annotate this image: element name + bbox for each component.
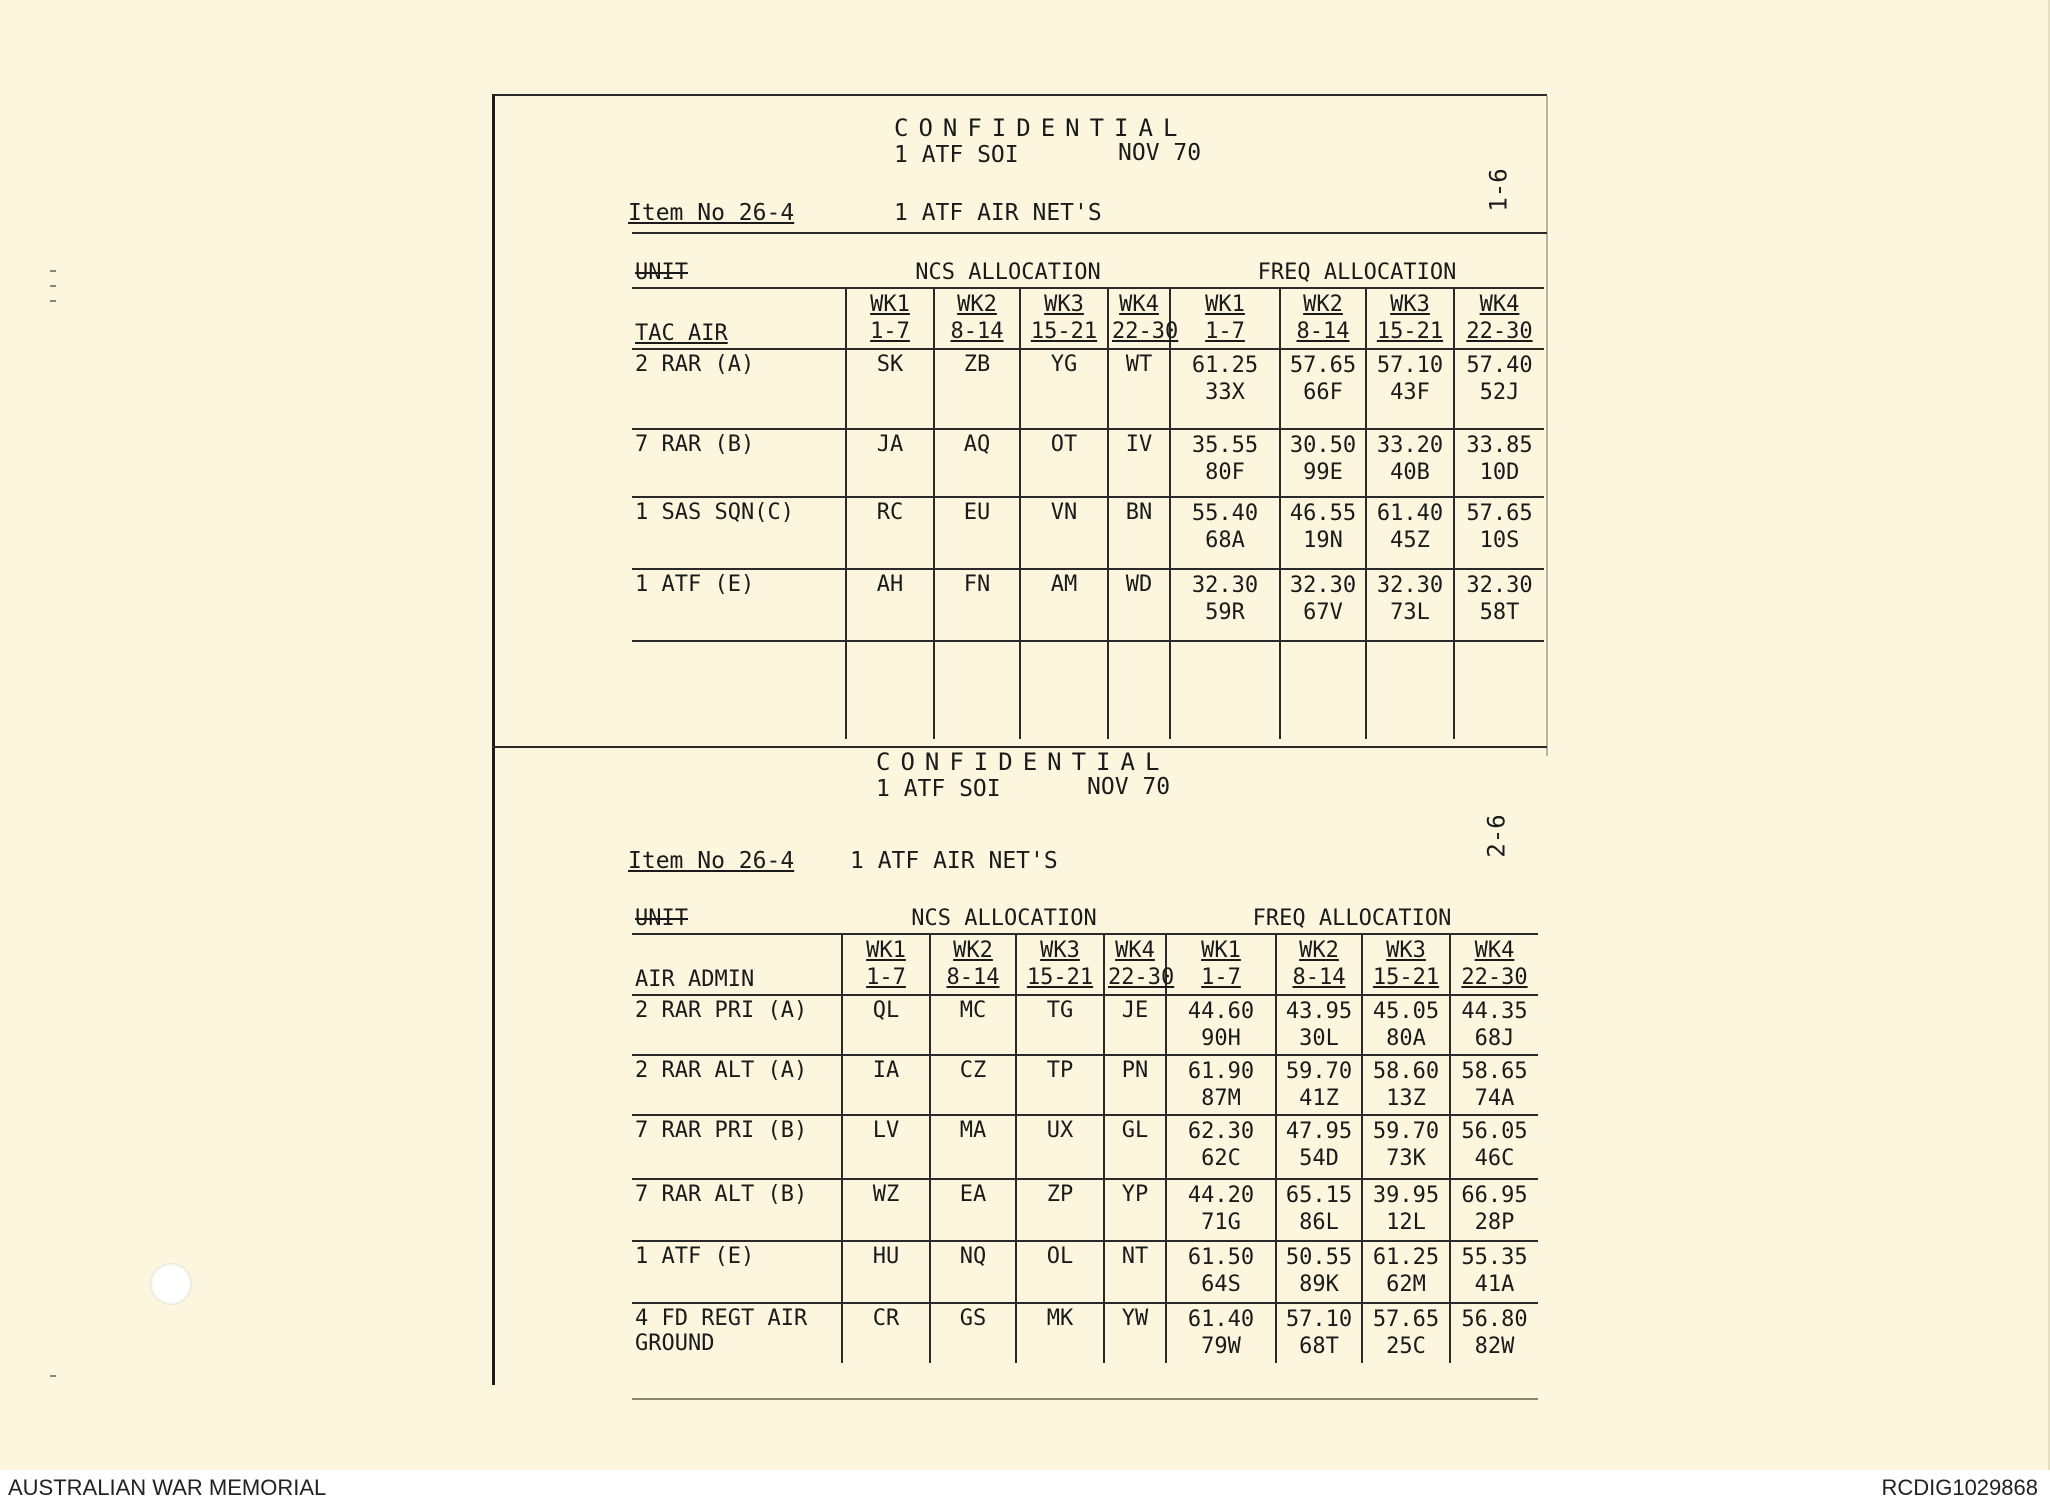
blank-cell (632, 641, 846, 739)
frequency-value: 56.05 (1461, 1119, 1528, 1144)
ncs-callsign-cell: HU (842, 1241, 930, 1303)
frequency-value: 55.35 (1461, 1245, 1528, 1270)
frequency-value: 44.20 (1187, 1183, 1255, 1208)
freq-week-header: WK4 22-30 (1454, 288, 1544, 349)
ncs-callsign-cell: YW (1104, 1303, 1166, 1363)
frequency-cell (1362, 1115, 1450, 1179)
table-row (632, 569, 1544, 641)
freq-week-header: WK3 15-21 (1366, 288, 1454, 349)
frequency-code: 62C (1201, 1146, 1241, 1171)
frequency-code: 54D (1299, 1146, 1339, 1171)
table-row (632, 1303, 1538, 1363)
frequency-cell (1166, 1179, 1276, 1241)
ncs-callsign-cell: OL (1016, 1241, 1104, 1303)
frequency-code: 99E (1303, 460, 1343, 485)
frequency-value: 32.30 (1191, 573, 1259, 598)
ncs-week-header: WK3 15-21 (1016, 934, 1104, 995)
frequency-code: 68T (1299, 1334, 1339, 1359)
frequency-cell (1454, 429, 1544, 497)
ncs-callsign-cell: IA (842, 1055, 930, 1115)
frequency-code: 19N (1303, 528, 1343, 553)
frequency-value: 30.50 (1289, 433, 1357, 458)
frequency-value: 56.80 (1461, 1307, 1528, 1332)
ncs-week-header: WK2 8-14 (930, 934, 1016, 995)
table-row (632, 497, 1544, 569)
ncs-callsign-cell: YP (1104, 1179, 1166, 1241)
frequency-code: 43F (1390, 380, 1430, 405)
ncs-week-header: WK3 15-21 (1020, 288, 1108, 349)
ncs-callsign-cell: GS (930, 1303, 1016, 1363)
ncs-callsign-cell: CR (842, 1303, 930, 1363)
ncs-callsign-cell: MC (930, 995, 1016, 1055)
frequency-value: 35.55 (1191, 433, 1259, 458)
ncs-callsign-cell: MA (930, 1115, 1016, 1179)
section-label: AIR ADMIN (635, 967, 755, 992)
blank-cell (1454, 641, 1544, 739)
frequency-cell (1450, 1241, 1538, 1303)
unit-cell: 1 SAS SQN(C) (632, 497, 846, 569)
archive-name: AUSTRALIAN WAR MEMORIAL (8, 1475, 327, 1500)
table-row (632, 1115, 1538, 1179)
ncs-callsign-cell: NQ (930, 1241, 1016, 1303)
ncs-callsign-cell: MK (1016, 1303, 1104, 1363)
frequency-value: 59.70 (1372, 1119, 1440, 1144)
ncs-callsign-cell: IV (1108, 429, 1170, 497)
item-number: Item No 26-4 (628, 848, 795, 874)
blank-cell (1020, 641, 1108, 739)
table-row (632, 995, 1538, 1055)
archive-id: RCDIG1029868 (1881, 1475, 2038, 1500)
ncs-callsign-cell: ZP (1016, 1179, 1104, 1241)
frequency-cell (1450, 1115, 1538, 1179)
item-number: Item No 26-4 (628, 200, 795, 226)
frequency-cell (1170, 429, 1280, 497)
frequency-cell (1362, 1303, 1450, 1363)
edge-mark (50, 270, 56, 272)
unit-cell: 7 RAR PRI (B) (632, 1115, 842, 1179)
ncs-callsign-cell: WT (1108, 349, 1170, 429)
ncs-callsign-cell: RC (846, 497, 934, 569)
frequency-code: 86L (1299, 1210, 1339, 1235)
frequency-code: 68A (1205, 528, 1245, 553)
frequency-value: 61.40 (1187, 1307, 1255, 1332)
ncs-callsign-cell: GL (1104, 1115, 1166, 1179)
ncs-callsign-cell: JE (1104, 995, 1166, 1055)
blank-cell (1280, 641, 1366, 739)
frequency-value: 58.65 (1461, 1059, 1528, 1084)
frequency-value: 57.40 (1466, 353, 1533, 378)
unit-cell: 7 RAR (B) (632, 429, 846, 497)
ncs-callsign-cell: CZ (930, 1055, 1016, 1115)
ncs-callsign-cell: NT (1104, 1241, 1166, 1303)
table-row (632, 1055, 1538, 1115)
frequency-cell (1276, 995, 1362, 1055)
frequency-value: 62.30 (1187, 1119, 1255, 1144)
frequency-code: 68J (1474, 1026, 1515, 1051)
frequency-code: 73L (1390, 600, 1430, 625)
frequency-code: 82W (1474, 1334, 1515, 1359)
unit-column-header: UNIT (632, 904, 842, 934)
frequency-cell (1454, 497, 1544, 569)
ncs-callsign-cell: WD (1108, 569, 1170, 641)
unit-cell: 1 ATF (E) (632, 1241, 842, 1303)
confidential-heading: CONFIDENTIAL (876, 748, 1170, 776)
ncs-callsign-cell: EA (930, 1179, 1016, 1241)
frequency-cell (1362, 995, 1450, 1055)
ncs-callsign-cell: VN (1020, 497, 1108, 569)
frequency-code: 80F (1205, 460, 1245, 485)
frequency-code: 10S (1479, 528, 1520, 553)
frequency-code: 30L (1299, 1026, 1339, 1051)
blank-cell (1366, 641, 1454, 739)
ncs-callsign-cell: SK (846, 349, 934, 429)
frequency-code: 58T (1479, 600, 1520, 625)
ncs-week-header: WK1 1-7 (842, 934, 930, 995)
frequency-code: 79W (1201, 1334, 1241, 1359)
freq-week-header: WK4 22-30 (1450, 934, 1538, 995)
frequency-cell (1170, 497, 1280, 569)
blank-cell (846, 641, 934, 739)
frequency-cell (1366, 429, 1454, 497)
ncs-callsign-cell: AH (846, 569, 934, 641)
blank-row (632, 641, 1544, 739)
frequency-code: 25C (1386, 1334, 1426, 1359)
ncs-callsign-cell: WZ (842, 1179, 930, 1241)
punch-hole (150, 1263, 192, 1305)
frequency-code: 73K (1386, 1146, 1426, 1171)
ncs-week-header: WK4 22-30 (1108, 288, 1170, 349)
ncs-callsign-cell: LV (842, 1115, 930, 1179)
ncs-callsign-cell: EU (934, 497, 1020, 569)
ncs-callsign-cell: PN (1104, 1055, 1166, 1115)
ncs-callsign-cell: AQ (934, 429, 1020, 497)
frequency-value: 44.35 (1461, 999, 1528, 1024)
ncs-week-header: WK4 22-30 (1104, 934, 1166, 995)
frequency-cell (1276, 1241, 1362, 1303)
frequency-value: 61.90 (1187, 1059, 1255, 1084)
ncs-week-header: WK2 8-14 (934, 288, 1020, 349)
frequency-value: 46.55 (1289, 501, 1357, 526)
unit-cell: 2 RAR (A) (632, 349, 846, 429)
frequency-cell (1366, 349, 1454, 429)
frequency-code: 62M (1386, 1272, 1426, 1297)
frequency-code: 59R (1205, 600, 1245, 625)
edge-mark (50, 300, 56, 302)
frequency-cell (1362, 1055, 1450, 1115)
frequency-cell (1362, 1179, 1450, 1241)
frequency-cell (1276, 1115, 1362, 1179)
soi-title: 1 ATF SOI (876, 776, 1001, 802)
ncs-callsign-cell: ZB (934, 349, 1020, 429)
unit-cell: 2 RAR ALT (A) (632, 1055, 842, 1115)
frequency-value: 57.65 (1372, 1307, 1440, 1332)
frequency-value: 44.60 (1187, 999, 1255, 1024)
net-title: 1 ATF AIR NET'S (894, 200, 1102, 226)
frequency-cell (1454, 349, 1544, 429)
frequency-code: 64S (1201, 1272, 1241, 1297)
frequency-code: 10D (1479, 460, 1520, 485)
ncs-callsign-cell: AM (1020, 569, 1108, 641)
soi-month: NOV 70 (1087, 774, 1171, 800)
frequency-cell (1362, 1241, 1450, 1303)
frequency-code: 80A (1386, 1026, 1426, 1051)
freq-week-header: WK1 1-7 (1166, 934, 1276, 995)
ncs-callsign-cell: JA (846, 429, 934, 497)
ncs-allocation-header: NCS ALLOCATION (846, 258, 1170, 288)
frequency-code: 67V (1303, 600, 1343, 625)
frequency-cell (1166, 1115, 1276, 1179)
frequency-value: 61.50 (1187, 1245, 1255, 1270)
blank-cell (1170, 641, 1280, 739)
frequency-cell (1450, 1303, 1538, 1363)
frequency-cell (1454, 569, 1544, 641)
frequency-code: 13Z (1386, 1086, 1426, 1111)
frequency-code: 71G (1201, 1210, 1241, 1235)
confidential-heading: CONFIDENTIAL (894, 114, 1188, 142)
frequency-value: 61.25 (1191, 353, 1259, 378)
frequency-cell (1366, 569, 1454, 641)
frequency-code: 41Z (1299, 1086, 1339, 1111)
ncs-callsign-cell: TG (1016, 995, 1104, 1055)
frequency-value: 57.10 (1376, 353, 1444, 378)
frequency-value: 50.55 (1285, 1245, 1353, 1270)
bottom-rule (632, 1398, 1538, 1400)
unit-cell: 1 ATF (E) (632, 569, 846, 641)
edge-mark (50, 285, 56, 287)
frequency-cell (1450, 1055, 1538, 1115)
frequency-code: 46C (1474, 1146, 1515, 1171)
frequency-value: 32.30 (1466, 573, 1533, 598)
frequency-value: 61.25 (1372, 1245, 1440, 1270)
blank-cell (934, 641, 1020, 739)
frequency-code: 45Z (1390, 528, 1430, 553)
unit-column-header: UNIT (632, 258, 846, 288)
table-row (632, 349, 1544, 429)
frequency-cell (1366, 497, 1454, 569)
unit-cell: 4 FD REGT AIR GROUND (632, 1303, 842, 1363)
frequency-code: 52J (1479, 380, 1520, 405)
freq-week-header: WK3 15-21 (1362, 934, 1450, 995)
week-header-row (632, 934, 1538, 995)
frequency-code: 40B (1390, 460, 1430, 485)
ncs-callsign-cell: TP (1016, 1055, 1104, 1115)
air-net-table-1 (632, 258, 1544, 739)
frequency-value: 65.15 (1285, 1183, 1353, 1208)
page-number: 1-6 (1484, 168, 1513, 212)
frequency-value: 39.95 (1372, 1183, 1440, 1208)
frequency-code: 74A (1474, 1086, 1515, 1111)
section-rule (632, 232, 1547, 234)
ncs-week-header: WK1 1-7 (846, 288, 934, 349)
frequency-cell (1166, 1241, 1276, 1303)
ncs-callsign-cell: QL (842, 995, 930, 1055)
frequency-cell (1166, 995, 1276, 1055)
frequency-code: 28P (1474, 1210, 1515, 1235)
air-net-table-2 (632, 904, 1538, 1363)
frequency-value: 33.85 (1466, 433, 1533, 458)
frequency-cell (1280, 497, 1366, 569)
frequency-cell (1280, 349, 1366, 429)
frequency-value: 43.95 (1285, 999, 1353, 1024)
freq-week-header: WK2 8-14 (1276, 934, 1362, 995)
freq-week-header: WK2 8-14 (1280, 288, 1366, 349)
frequency-cell (1280, 429, 1366, 497)
frequency-cell (1276, 1303, 1362, 1363)
ncs-allocation-header: NCS ALLOCATION (842, 904, 1166, 934)
unit-cell: 2 RAR PRI (A) (632, 995, 842, 1055)
soi-title: 1 ATF SOI (894, 142, 1019, 168)
table-header-row (632, 904, 1538, 934)
frequency-code: 87M (1201, 1086, 1241, 1111)
archive-footer (0, 1470, 2048, 1506)
frequency-cell (1450, 995, 1538, 1055)
ncs-callsign-cell: YG (1020, 349, 1108, 429)
frequency-cell (1450, 1179, 1538, 1241)
frequency-code: 33X (1205, 380, 1245, 405)
frequency-code: 12L (1386, 1210, 1426, 1235)
frequency-value: 58.60 (1372, 1059, 1440, 1084)
frequency-value: 66.95 (1461, 1183, 1528, 1208)
frequency-code: 41A (1474, 1272, 1515, 1297)
table-row (632, 1241, 1538, 1303)
right-margin-rule (1546, 96, 1548, 756)
ncs-callsign-cell: UX (1016, 1115, 1104, 1179)
frequency-value: 59.70 (1285, 1059, 1353, 1084)
frequency-value: 33.20 (1376, 433, 1444, 458)
unit-cell: 7 RAR ALT (B) (632, 1179, 842, 1241)
frequency-code: 90H (1201, 1026, 1241, 1051)
frequency-cell (1170, 569, 1280, 641)
frequency-value: 57.10 (1285, 1307, 1353, 1332)
frequency-value: 57.65 (1289, 353, 1357, 378)
frequency-value: 32.30 (1376, 573, 1444, 598)
frequency-cell (1280, 569, 1366, 641)
ncs-callsign-cell: BN (1108, 497, 1170, 569)
frequency-value: 32.30 (1289, 573, 1357, 598)
soi-month: NOV 70 (1118, 140, 1202, 166)
frequency-cell (1276, 1055, 1362, 1115)
net-title: 1 ATF AIR NET'S (850, 848, 1058, 874)
frequency-cell (1166, 1303, 1276, 1363)
blank-cell (1108, 641, 1170, 739)
freq-week-header: WK1 1-7 (1170, 288, 1280, 349)
frequency-value: 55.40 (1191, 501, 1259, 526)
top-rule (492, 94, 1547, 96)
table-header-row (632, 258, 1544, 288)
section-label: TAC AIR (635, 321, 728, 346)
left-margin-rule (492, 95, 495, 1385)
table-row (632, 1179, 1538, 1241)
frequency-code: 66F (1303, 380, 1343, 405)
frequency-cell (1166, 1055, 1276, 1115)
freq-allocation-header: FREQ ALLOCATION (1166, 904, 1538, 934)
frequency-value: 61.40 (1376, 501, 1444, 526)
frequency-value: 57.65 (1466, 501, 1533, 526)
frequency-value: 45.05 (1372, 999, 1440, 1024)
freq-allocation-header: FREQ ALLOCATION (1170, 258, 1544, 288)
table-row (632, 429, 1544, 497)
frequency-cell (1170, 349, 1280, 429)
frequency-value: 47.95 (1285, 1119, 1353, 1144)
edge-mark (50, 1375, 56, 1377)
frequency-cell (1276, 1179, 1362, 1241)
week-header-row (632, 288, 1544, 349)
page-number: 2-6 (1482, 814, 1511, 858)
frequency-code: 89K (1299, 1272, 1339, 1297)
ncs-callsign-cell: FN (934, 569, 1020, 641)
ncs-callsign-cell: OT (1020, 429, 1108, 497)
